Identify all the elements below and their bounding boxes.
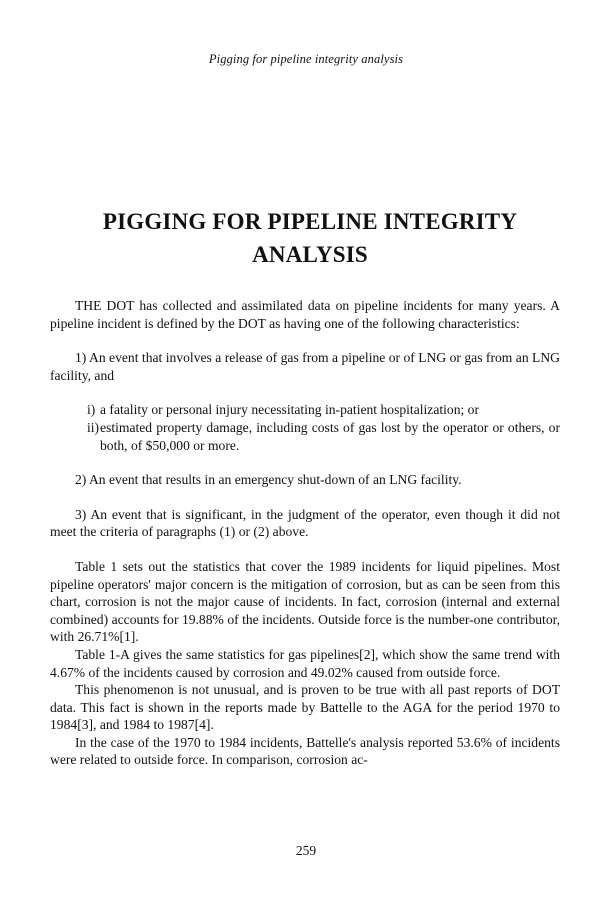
paragraph-table-1: Table 1 sets out the statistics that cover the 1989 incidents for liquid pipelines. Most pipeline operators' major concern is the mitigation of corrosion, but as can be seen from this chart, corrosion is not the major cause of incidents. In fact, corrosion (internal and external combined) accounts for 19.88% of the incidents. Outside force is the number-one contributor, with 26.71%[1]. bbox=[50, 558, 560, 645]
paragraph-case: In the case of the 1970 to 1984 incidents, Battelle's analysis reported 53.6% of incidents were related to outside force. In comparison, corrosion ac- bbox=[50, 734, 560, 768]
list-item-text: a fatality or personal injury necessitating in-patient hospitalization; or bbox=[100, 402, 480, 418]
paragraph-item-1: 1) An event that involves a release of gas from a pipeline or of LNG or gas from an LNG facility, and bbox=[50, 350, 560, 383]
paragraph-item-3: 3) An event that is significant, in the judgment of the operator, even though it did not meet the criteria of paragraphs (1) or (2) above. bbox=[50, 506, 560, 540]
list-marker: i) bbox=[87, 402, 96, 418]
body-text bbox=[50, 297, 560, 769]
running-head: Pigging for pipeline integrity analysis bbox=[208, 52, 404, 66]
page-title bbox=[70, 205, 550, 271]
title-line-2: ANALYSIS bbox=[252, 242, 368, 267]
list-item-text: estimated property damage, including costs of gas lost by the operator or others, or both, of $50,000 or more. bbox=[100, 419, 560, 453]
list-item bbox=[50, 419, 560, 454]
sub-item-list bbox=[50, 401, 560, 454]
paragraph-item-2: 2) An event that results in an emergency shut-down of an LNG facility. bbox=[75, 472, 462, 488]
paragraph-intro: THE DOT has collected and assimilated data on pipeline incidents for many years. A pipeline incident is defined by the DOT as having one of the following characteristics: bbox=[50, 298, 560, 331]
list-marker: ii) bbox=[87, 419, 100, 435]
page-number: 259 bbox=[295, 843, 317, 858]
list-item bbox=[50, 401, 560, 419]
title-line-1: PIGGING FOR PIPELINE INTEGRITY bbox=[102, 209, 518, 234]
paragraph-phenomenon: This phenomenon is not unusual, and is proven to be true with all past reports of DOT data. This fact is shown in the reports made by Battelle to the AGA for the period 1970 to 1984[3], and 1984 to 1987[4]. bbox=[50, 682, 560, 733]
paragraph-table-1a: Table 1-A gives the same statistics for gas pipelines[2], which show the same trend with 4.67% of the incidents caused by corrosion and 49.02% caused from outside force. bbox=[50, 646, 560, 680]
